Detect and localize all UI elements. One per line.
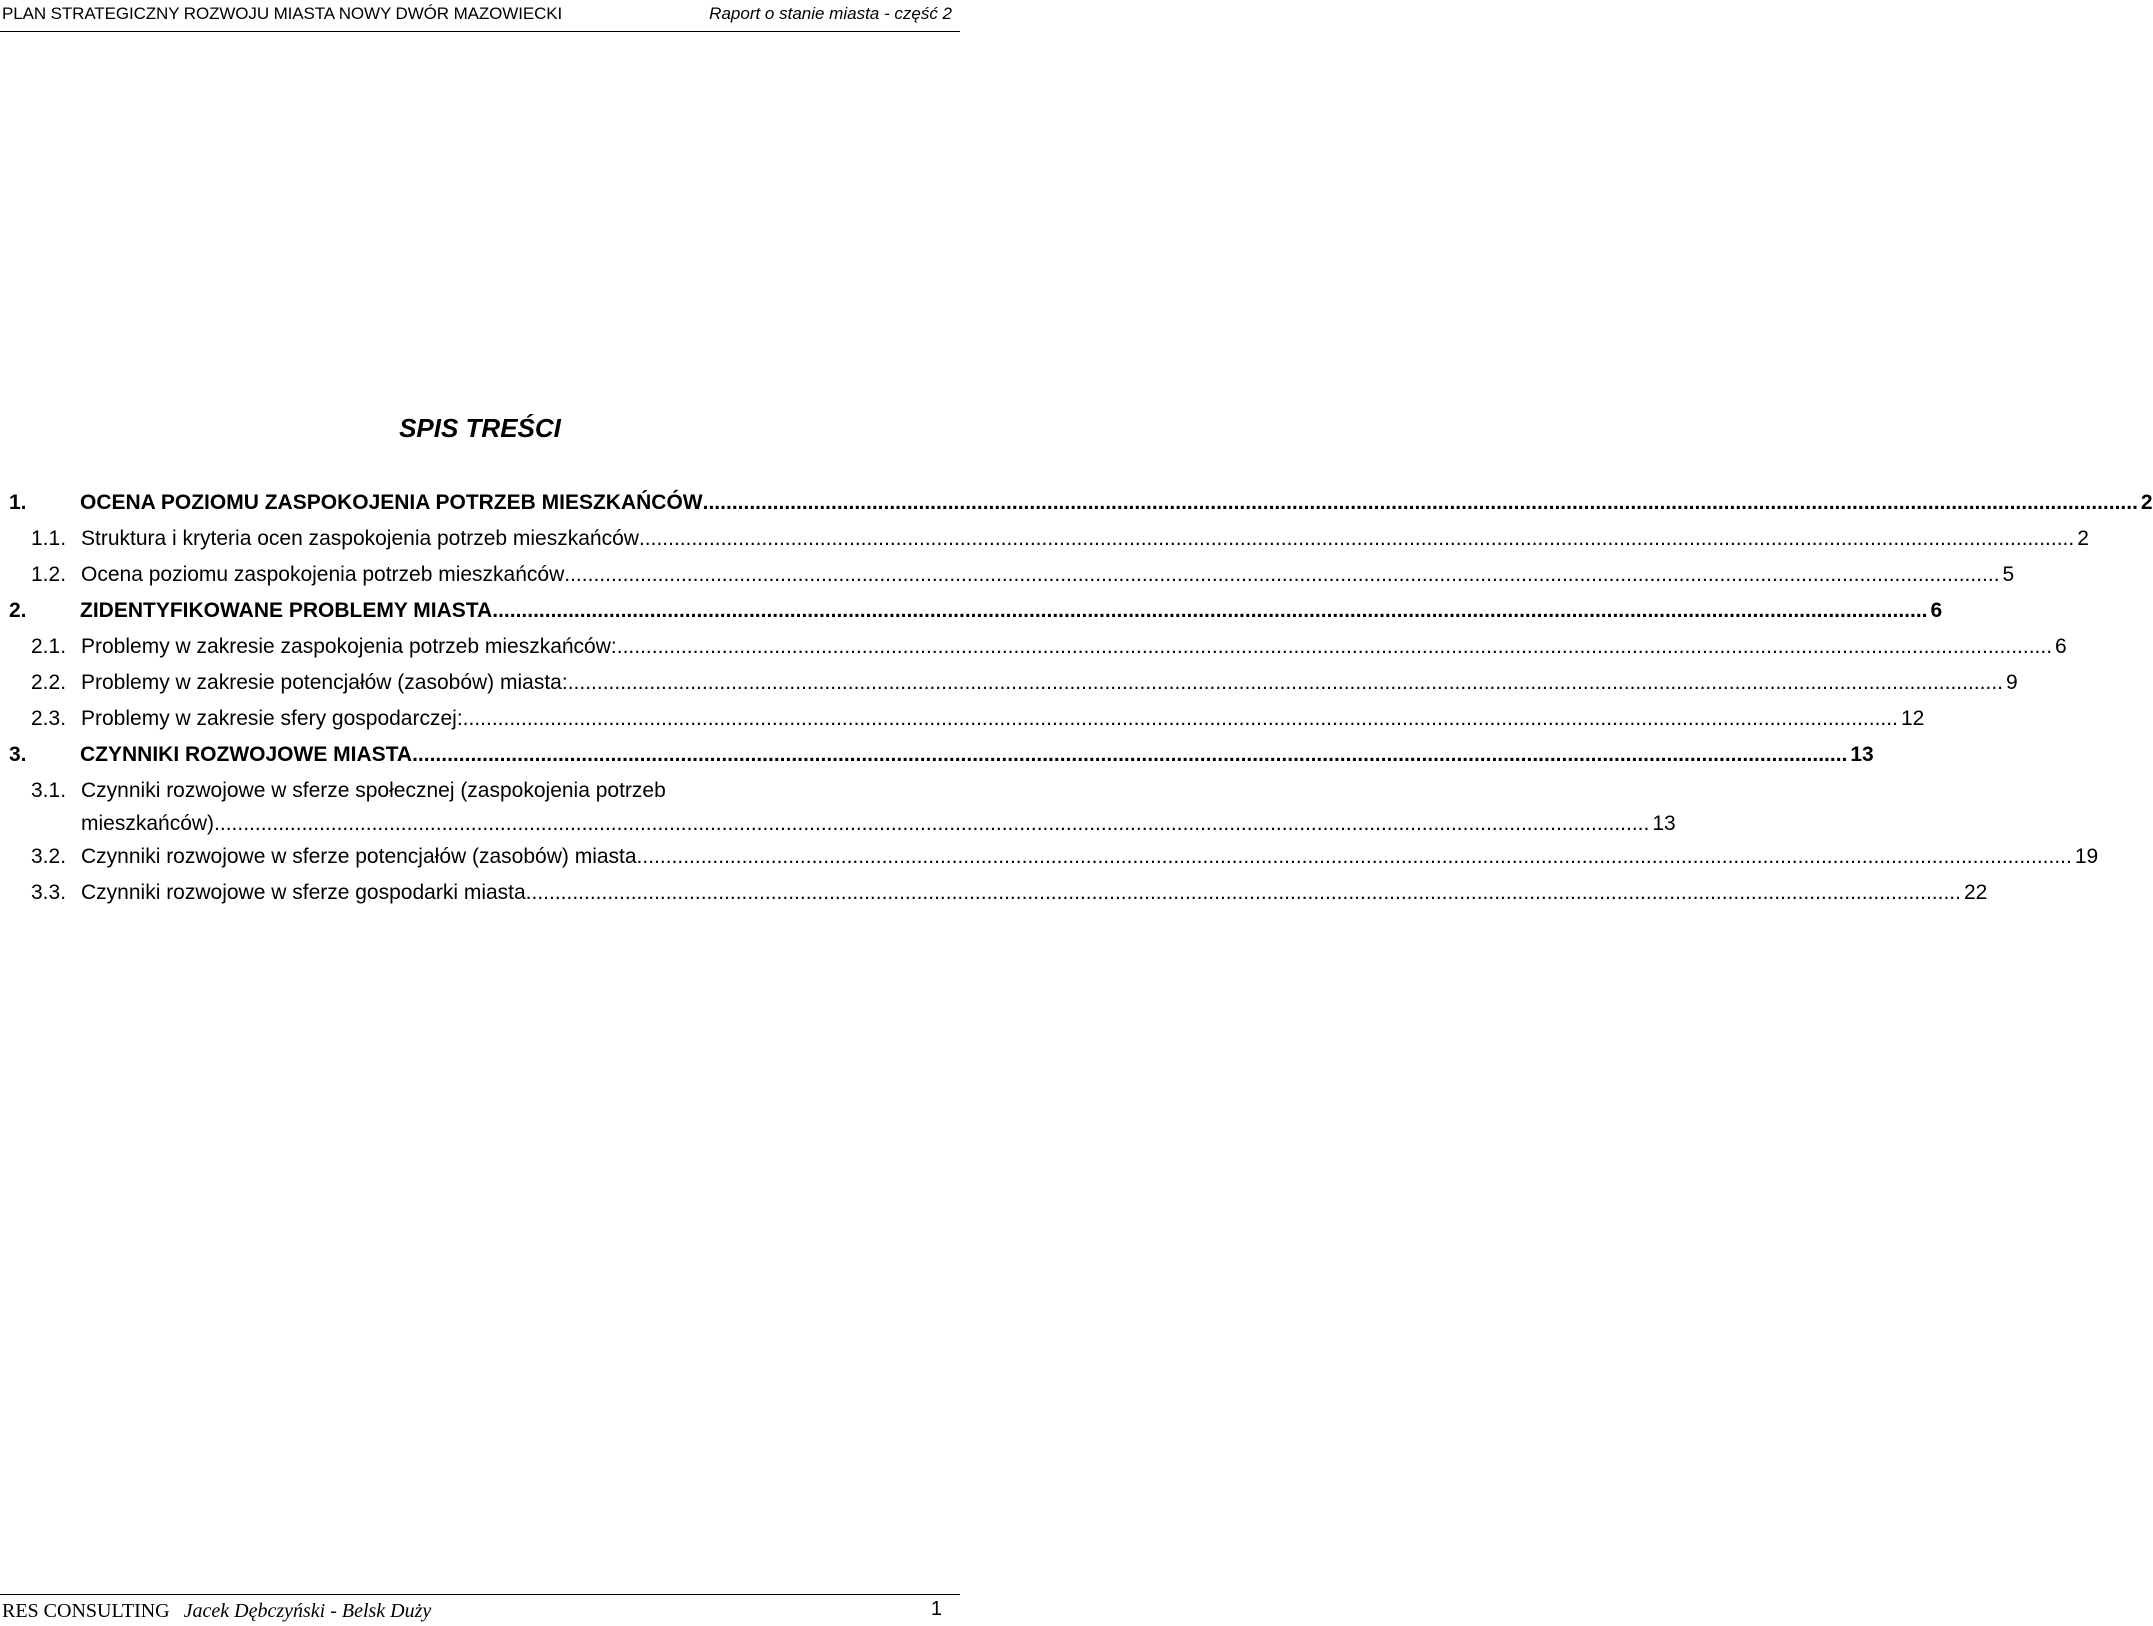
page-number: 1 — [930, 1598, 942, 1620]
dot-leader — [463, 707, 1898, 731]
toc-entry-number: 1.1. — [31, 527, 67, 550]
toc-entry-number: 1. — [9, 491, 27, 514]
toc-entry-1-1[interactable] — [9, 527, 2089, 563]
toc-entry-3[interactable] — [9, 743, 1874, 779]
toc-entry-number: 2. — [9, 599, 27, 622]
toc-entry-page: 2 — [2077, 527, 2089, 550]
page-header — [0, 0, 960, 31]
toc-entry-number: 3.3. — [31, 881, 67, 904]
toc-entry-title: Problemy w zakresie sfery gospodarczej: — [81, 707, 463, 730]
dot-leader — [639, 527, 2074, 551]
dot-leader — [637, 845, 2072, 869]
toc-entry-number: 3.1. — [31, 779, 67, 802]
toc-entry-1-2[interactable] — [9, 563, 2015, 599]
toc-entry-3-2[interactable] — [9, 845, 2099, 881]
toc-entry-page: 12 — [1900, 707, 1925, 730]
toc-entry-2[interactable] — [9, 599, 1943, 635]
toc-entry-page: 13 — [1652, 812, 1676, 835]
toc-entry-title: Ocena poziomu zaspokojenia potrzeb mieszkańców — [81, 563, 565, 586]
header-document-title: PLAN STRATEGICZNY ROZWOJU MIASTA NOWY DWÓR MAZOWIECKI — [2, 4, 563, 23]
toc-entry-page: 13 — [1850, 743, 1874, 766]
toc-entry-page: 6 — [2055, 635, 2067, 658]
toc-entry-page: 19 — [2074, 845, 2099, 868]
toc-entry-title: Problemy w zakresie zaspokojenia potrzeb mieszkańców: — [81, 635, 617, 658]
page-footer — [2, 1600, 431, 1623]
toc-entry-number: 3.2. — [31, 845, 67, 868]
toc-entry-title: ZIDENTYFIKOWANE PROBLEMY MIASTA — [80, 599, 493, 622]
toc-entry-title: Czynniki rozwojowe w sferze społecznej (zaspokojenia potrzeb — [81, 779, 666, 802]
toc-entry-3-1[interactable] — [9, 779, 1676, 845]
toc-heading: SPIS TREŚCI — [399, 413, 561, 443]
toc-entry-3-3[interactable] — [9, 881, 1988, 917]
footer-author: Jacek Dębczyński - Belsk Duży — [183, 1600, 432, 1622]
header-report-part: Raport o stanie miasta - część 2 — [709, 4, 952, 23]
toc-entry-2-3[interactable] — [9, 707, 1925, 743]
dot-leader — [568, 671, 2003, 695]
table-of-contents — [9, 491, 2153, 917]
header-divider — [0, 31, 960, 32]
dot-leader — [492, 599, 1927, 623]
footer-company: RES CONSULTING — [2, 1600, 170, 1622]
toc-entry-title: Problemy w zakresie potencjałów (zasobów) miasta: — [81, 671, 568, 694]
toc-entry-2-2[interactable] — [9, 671, 2018, 707]
dot-leader — [412, 743, 1847, 767]
toc-entry-page: 5 — [2002, 563, 2015, 586]
footer-divider — [0, 1594, 960, 1595]
dot-leader — [214, 812, 1649, 836]
toc-entry-1[interactable] — [9, 491, 2153, 527]
toc-entry-number: 3. — [9, 743, 27, 766]
toc-entry-page: 2 — [2140, 491, 2153, 514]
toc-entry-number: 2.1. — [31, 635, 67, 658]
toc-entry-title: CZYNNIKI ROZWOJOWE MIASTA — [80, 743, 413, 766]
toc-entry-number: 2.2. — [31, 671, 67, 694]
dot-leader — [564, 563, 1999, 587]
dot-leader — [703, 491, 2138, 515]
toc-entry-number: 1.2. — [31, 563, 67, 586]
toc-entry-title: Czynniki rozwojowe w sferze potencjałów (zasobów) miasta — [81, 845, 637, 868]
toc-entry-title-continued: mieszkańców) — [81, 812, 215, 835]
dot-leader — [617, 635, 2052, 659]
toc-entry-title: Czynniki rozwojowe w sferze gospodarki miasta — [81, 881, 526, 904]
toc-entry-title: OCENA POZIOMU ZASPOKOJENIA POTRZEB MIESZKAŃCÓW — [80, 491, 703, 514]
toc-entry-page: 6 — [1930, 599, 1943, 622]
toc-entry-title: Struktura i kryteria ocen zaspokojenia potrzeb mieszkańców — [81, 527, 639, 550]
toc-entry-number: 2.3. — [31, 707, 67, 730]
toc-entry-2-1[interactable] — [9, 635, 2067, 671]
toc-entry-page: 9 — [2005, 671, 2018, 694]
toc-entry-page: 22 — [1963, 881, 1988, 904]
dot-leader — [526, 881, 1961, 905]
